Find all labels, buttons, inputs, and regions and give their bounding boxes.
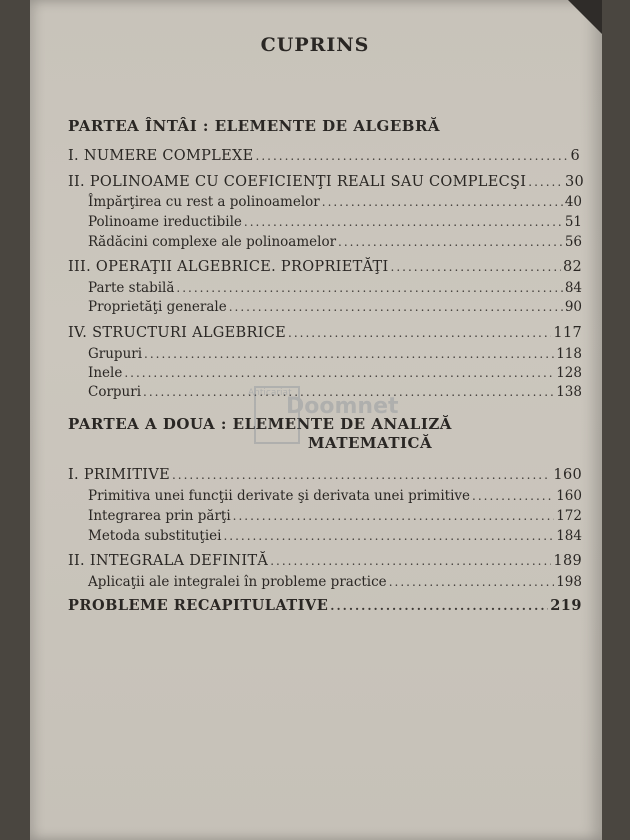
entry-page: 6 [570, 148, 580, 164]
toc-entry [88, 507, 582, 525]
entry-label: PROBLEME RECAPITULATIVE [68, 597, 329, 614]
entry-label: II. POLINOAME CU COEFICIENŢI REALI SAU COMPLECŞI [68, 174, 527, 190]
entry-label: Aplicaţii ale integralei în probleme practice [88, 574, 387, 590]
entry-label: IV. STRUCTURI ALGEBRICE [68, 325, 287, 341]
entry-page: 84 [564, 280, 582, 296]
leader-dots [223, 527, 554, 545]
leader-dots [472, 487, 554, 505]
toc-entry [88, 298, 582, 316]
entry-page: 56 [564, 234, 582, 250]
entry-label: Corpuri [88, 384, 142, 400]
entry-label: Împărţirea cu rest a polinoamelor [88, 194, 320, 210]
leader-dots [229, 298, 563, 316]
toc-entry [88, 279, 582, 297]
entry-page: 184 [556, 528, 582, 544]
toc-entry [68, 324, 582, 342]
watermark-text: Doomnet [286, 394, 399, 419]
toc-entry [68, 466, 582, 484]
watermark-subtext: Anticariat [248, 388, 292, 398]
leader-dots [244, 213, 563, 231]
entry-page: 189 [553, 553, 582, 569]
toc-entry [68, 173, 584, 191]
leader-dots [288, 324, 551, 342]
entry-page: 51 [564, 214, 582, 230]
toc-entry [88, 364, 582, 382]
leader-dots [270, 552, 551, 570]
entry-page: 30 [564, 174, 584, 190]
toc-entry [88, 487, 582, 505]
entry-label: Primitiva unei funcţii derivate şi derivata unei primitive [88, 488, 471, 504]
toc-entry [88, 345, 582, 363]
part-two-title: PARTEA A DOUA : ELEMENTE DE ANALIZĂ [68, 415, 452, 433]
toc-entry [88, 573, 582, 591]
leader-dots [256, 147, 569, 165]
entry-label: Proprietăţi generale [88, 299, 227, 315]
leader-dots [176, 279, 562, 297]
entry-page: 90 [564, 299, 582, 315]
leader-dots [389, 573, 555, 591]
toc-entry [88, 527, 582, 545]
watermark [248, 384, 399, 442]
entry-label: Rădăcini complexe ale polinoamelor [88, 234, 337, 250]
entry-label: Integrarea prin părţi [88, 508, 231, 524]
leader-dots [144, 345, 554, 363]
entry-page: 160 [553, 467, 582, 483]
leader-dots [233, 507, 555, 525]
leader-dots [391, 258, 561, 276]
entry-page: 128 [556, 365, 582, 381]
entry-label: II. INTEGRALA DEFINITĂ [68, 553, 269, 569]
entry-label: I. PRIMITIVE [68, 467, 170, 483]
entry-page: 198 [556, 574, 582, 590]
entry-label: Inele [88, 365, 123, 381]
entry-page: 82 [562, 259, 582, 275]
toc-entry [88, 193, 582, 211]
toc-title: CUPRINS [260, 34, 370, 56]
entry-page: 138 [556, 384, 582, 400]
entry-page: 40 [564, 194, 582, 210]
entry-label: Parte stabilă [88, 280, 175, 296]
leader-dots [172, 466, 551, 484]
entry-label: III. OPERAŢII ALGEBRICE. PROPRIETĂŢI [68, 259, 389, 275]
entry-page: 219 [550, 597, 582, 614]
leader-dots [330, 597, 548, 615]
entry-page: 160 [556, 488, 582, 504]
toc-entry [68, 552, 582, 570]
part-two-title-continued: MATEMATICĂ [307, 434, 433, 452]
entry-label: Grupuri [88, 346, 143, 362]
entry-page: 172 [556, 508, 582, 524]
leader-dots [322, 193, 563, 211]
entry-page: 118 [556, 346, 582, 362]
toc-entry [68, 258, 582, 276]
leader-dots [338, 233, 563, 251]
entry-label: Polinoame ireductibile [88, 214, 242, 230]
entry-page: 117 [553, 325, 582, 341]
part-one-title: PARTEA ÎNTÂI : ELEMENTE DE ALGEBRĂ [68, 117, 441, 135]
entry-label: I. NUMERE COMPLEXE [68, 148, 254, 164]
leader-dots [124, 364, 554, 382]
toc-entry [68, 597, 582, 615]
toc-entry [88, 233, 582, 251]
toc-entry [68, 147, 580, 165]
leader-dots [528, 173, 563, 191]
entry-label: Metoda substituţiei [88, 528, 222, 544]
toc-entry [88, 213, 582, 231]
